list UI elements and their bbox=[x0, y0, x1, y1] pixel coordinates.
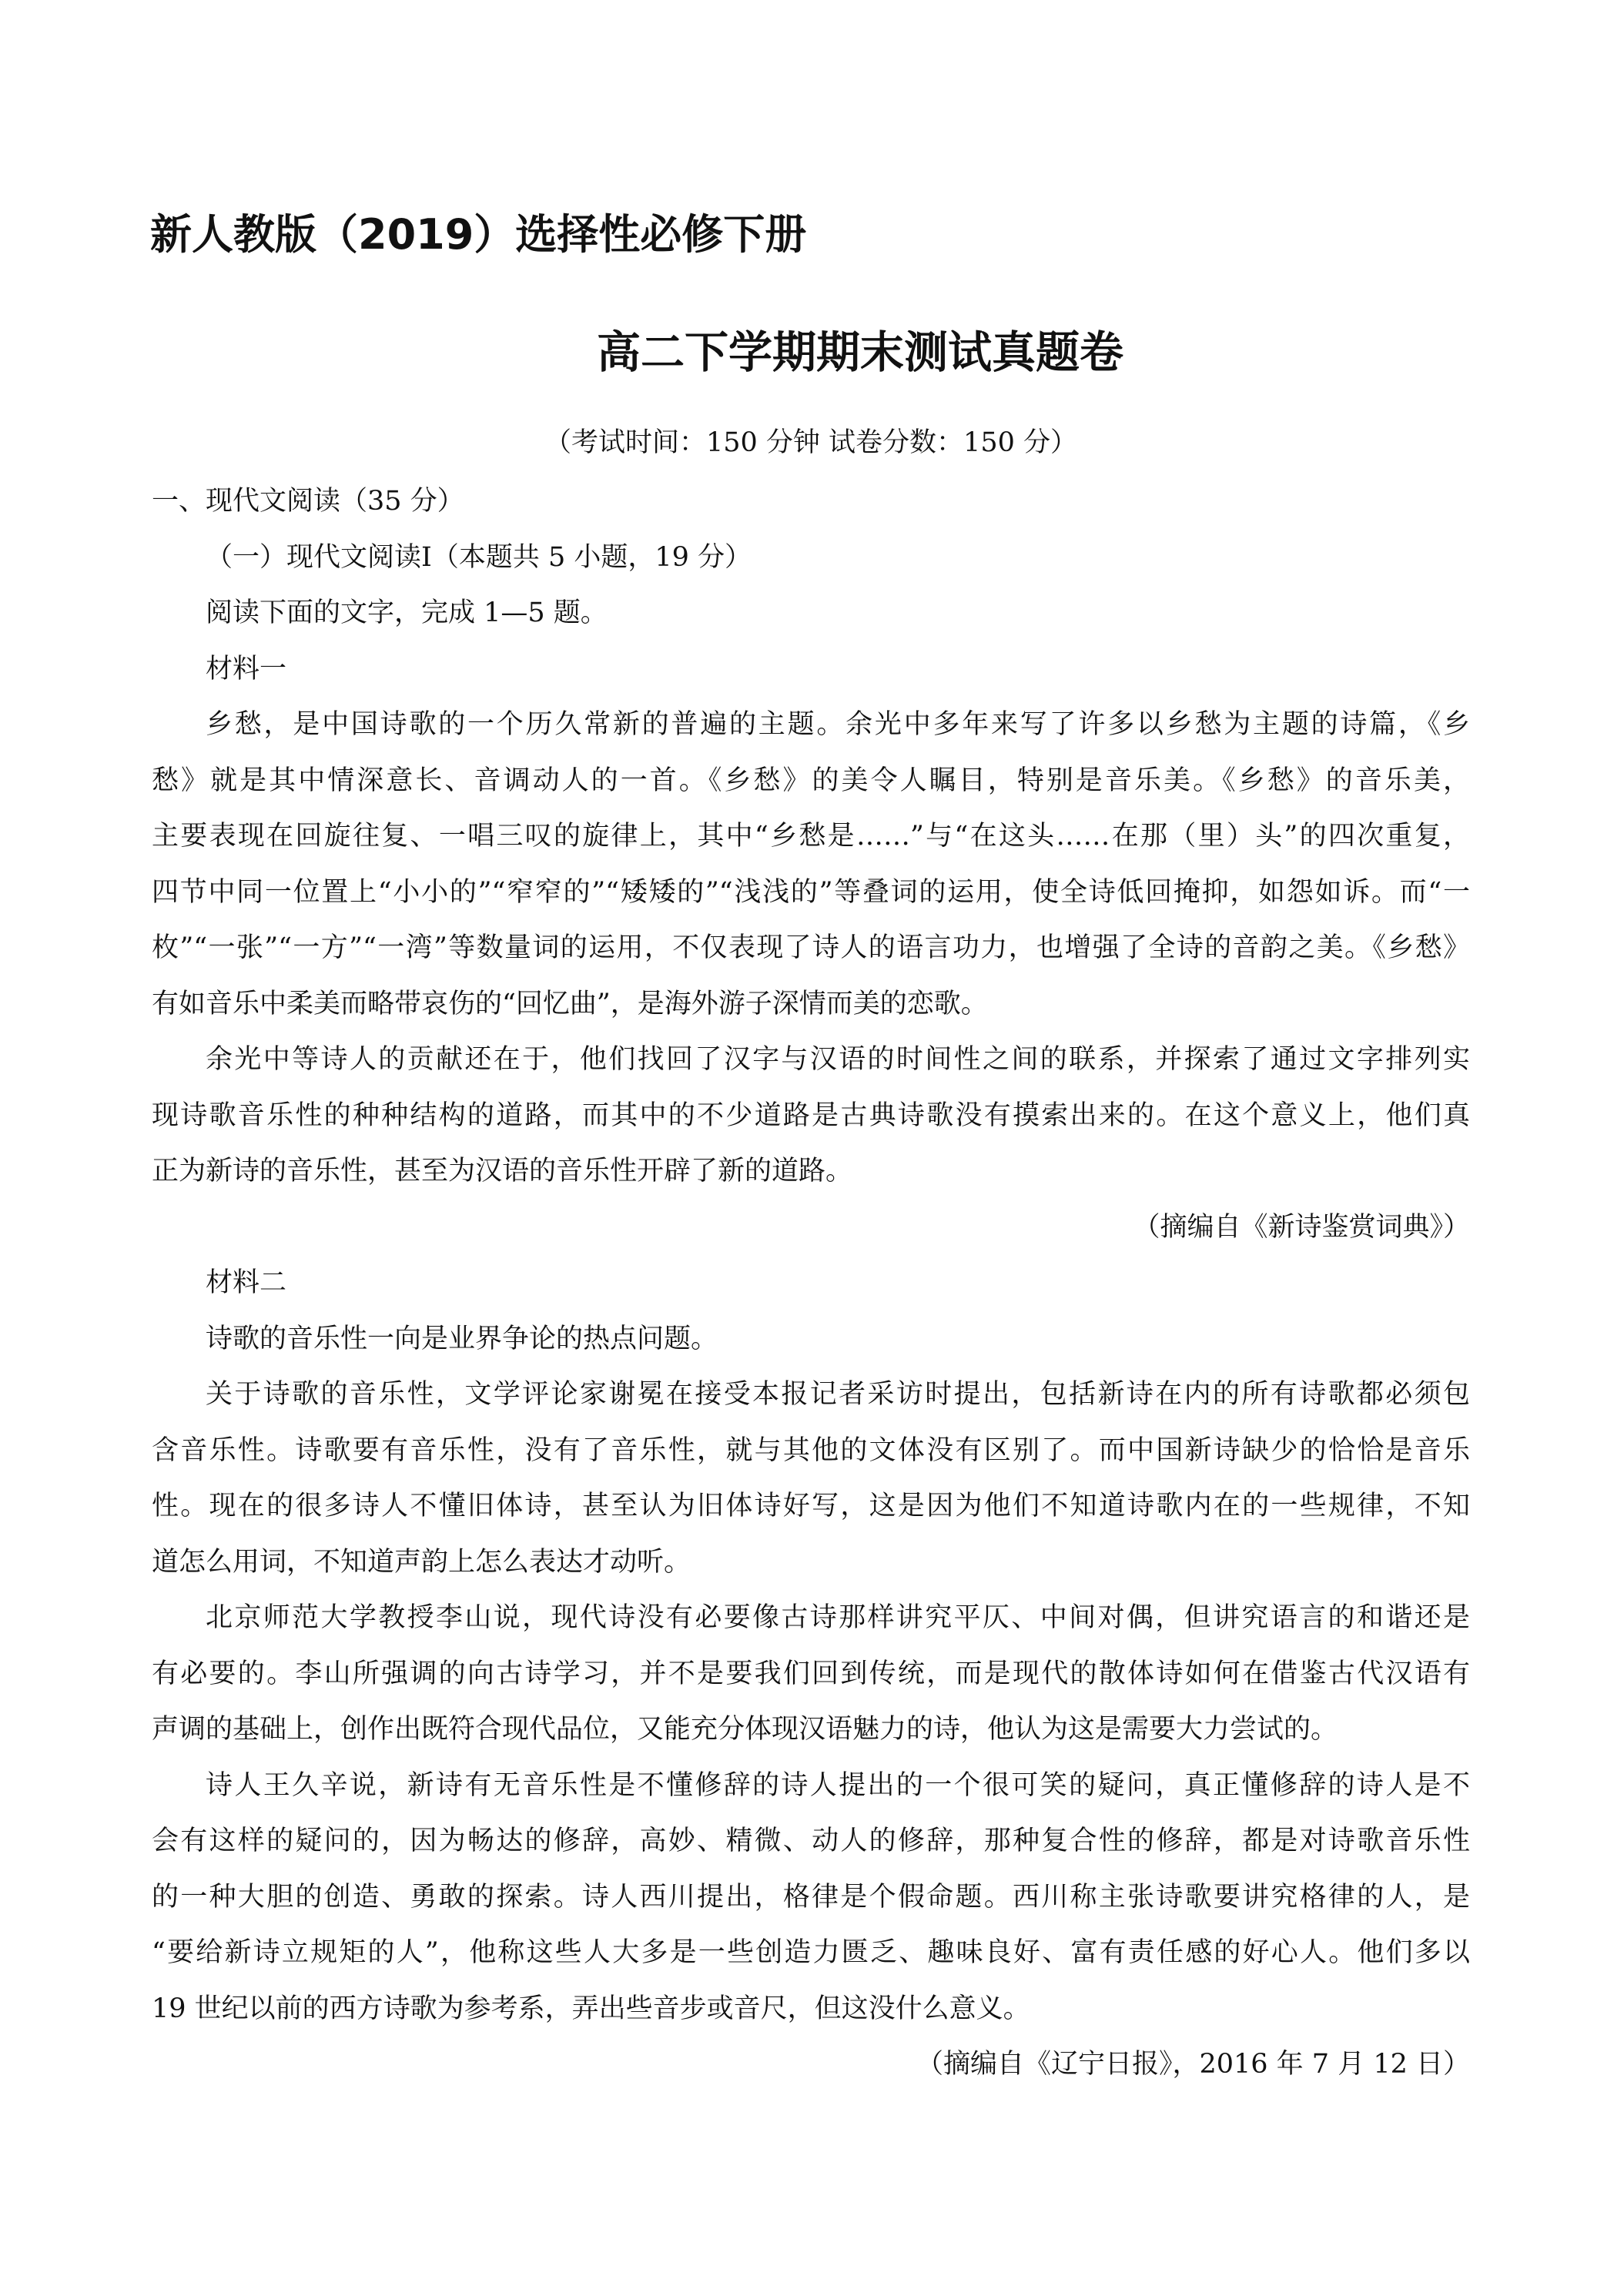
text-line: 会有这样的疑问的，因为畅达的修辞，高妙、精微、动人的修辞，那种复合性的修辞，都是对诗歌音乐性 bbox=[152, 1826, 1470, 1856]
source-citation: （摘编自《辽宁日报》，2016 年 7 月 12 日） bbox=[916, 2049, 1470, 2080]
text-line: 枚”“一张”“一方”“一湾”等数量词的运用，不仅表现了诗人的语言功力，也增强了全诗的音韵之美。《乡愁》 bbox=[152, 932, 1470, 963]
text-line: 愁》就是其中情深意长、音调动人的一首。《乡愁》的美令人瞩目，特别是音乐美。《乡愁》的音乐美， bbox=[152, 765, 1470, 796]
text-line: 有如音乐中柔美而略带哀伤的“回忆曲”，是海外游子深情而美的恋歌。 bbox=[152, 988, 988, 1019]
text-line: 余光中等诗人的贡献还在于，他们找回了汉字与汉语的时间性之间的联系，并探索了通过文字排列实 bbox=[206, 1044, 1470, 1075]
instruction: 阅读下面的文字，完成 1—5 题。 bbox=[206, 597, 608, 628]
text-line: 诗人王久辛说，新诗有无音乐性是不懂修辞的诗人提出的一个很可笑的疑问，真正懂修辞的诗人是不 bbox=[206, 1769, 1470, 1801]
textbook-edition: 新人教版（2019）选择性必修下册 bbox=[150, 210, 807, 259]
text-line: 关于诗歌的音乐性，文学评论家谢冕在接受本报记者采访时提出，包括新诗在内的所有诗歌都必须包 bbox=[206, 1379, 1470, 1410]
paragraph bbox=[152, 697, 1470, 1032]
material-label: 材料一 bbox=[206, 653, 287, 684]
text-line: 的一种大胆的创造、勇敢的探索。诗人西川提出，格律是个假命题。西川称主张诗歌要讲究格律的人，是 bbox=[152, 1881, 1470, 1913]
source-citation: （摘编自《新诗鉴赏词典》） bbox=[1133, 1211, 1470, 1243]
text-line: 正为新诗的音乐性，甚至为汉语的音乐性开辟了新的道路。 bbox=[152, 1156, 853, 1186]
text-line: 声调的基础上，创作出既符合现代品位，又能充分体现汉语魅力的诗，他认为这是需要大力尝试的。 bbox=[152, 1714, 1338, 1745]
material-one bbox=[152, 641, 1470, 1256]
reading-section bbox=[152, 474, 1470, 2093]
material-two bbox=[152, 1255, 1470, 2093]
section-heading: 一、现代文阅读（35 分） bbox=[152, 486, 464, 517]
subsection-heading: （一）现代文阅读Ⅰ（本题共 5 小题，19 分） bbox=[206, 541, 752, 573]
text-line: 乡愁，是中国诗歌的一个历久常新的普遍的主题。余光中多年来写了许多以乡愁为主题的诗篇，《乡 bbox=[206, 709, 1470, 740]
text-line: 性。现在的很多诗人不懂旧体诗，甚至认为旧体诗好写，这是因为他们不知道诗歌内在的一些规律，不知 bbox=[152, 1491, 1470, 1521]
paragraph bbox=[152, 1032, 1470, 1200]
text-line: 诗歌的音乐性一向是业界争论的热点问题。 bbox=[206, 1323, 718, 1354]
text-line: 现诗歌音乐性的种种结构的道路，而其中的不少道路是古典诗歌没有摸索出来的。在这个意义上，他们真 bbox=[152, 1099, 1470, 1131]
text-line: 道怎么用词，不知道声韵上怎么表达才动听。 bbox=[152, 1546, 691, 1578]
paragraph bbox=[152, 1311, 1470, 1367]
text-line: 有必要的。李山所强调的向古诗学习，并不是要我们回到传统，而是现代的散体诗如何在借鉴古代汉语有 bbox=[152, 1658, 1470, 1689]
text-line: “要给新诗立规矩的人”，他称这些人大多是一些创造力匮乏、趣味良好、富有责任感的好心人。他们多以 bbox=[152, 1937, 1470, 1968]
text-line: 含音乐性。诗歌要有音乐性，没有了音乐性，就与其他的文体没有区别了。而中国新诗缺少的恰恰是音乐 bbox=[152, 1434, 1470, 1466]
exam-title: 高二下学期期末测试真题卷 bbox=[597, 327, 1123, 378]
text-line: 四节中同一位置上“小小的”“窄窄的”“矮矮的”“浅浅的”等叠词的运用，使全诗低回掩抑，如怨如诉。而“一 bbox=[152, 876, 1470, 908]
material-label: 材料二 bbox=[206, 1267, 287, 1298]
text-line: 北京师范大学教授李山说，现代诗没有必要像古诗那样讲究平仄、中间对偶，但讲究语言的和谐还是 bbox=[206, 1602, 1470, 1633]
paragraph bbox=[152, 1367, 1470, 1590]
paragraph bbox=[152, 1590, 1470, 1758]
text-line: 19 世纪以前的西方诗歌为参考系，弄出些音步或音尺，但这没什么意义。 bbox=[152, 1993, 1030, 2024]
paragraph bbox=[152, 1758, 1470, 2037]
text-line: 主要表现在回旋往复、一唱三叹的旋律上，其中“乡愁是……”与“在这头……在那（里）头”的四次重复， bbox=[152, 821, 1470, 852]
exam-info: （考试时间：150 分钟 试卷分数：150 分） bbox=[544, 427, 1077, 458]
